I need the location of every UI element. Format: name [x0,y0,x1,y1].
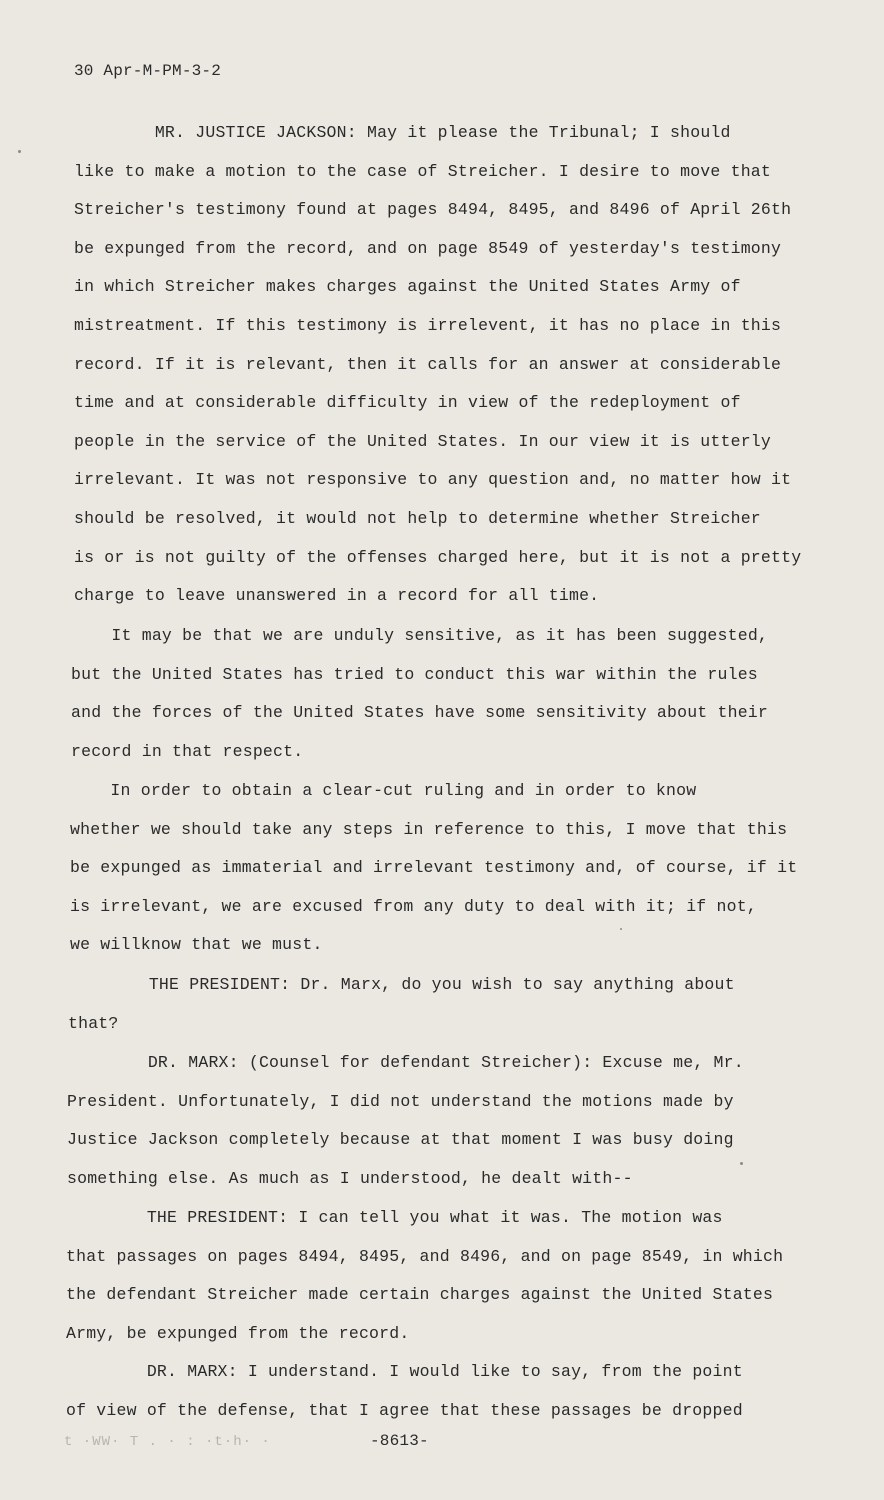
text-line: but the United States has tried to conduct this war within the rules [71,664,758,684]
page-number: -8613- [370,1432,429,1450]
paragraph-clear-cut-ruling [70,772,797,965]
paragraph-president-question [68,966,735,1043]
text-line: DR. MARX: I understand. I would like to say, from the point [66,1362,743,1381]
text-line: DR. MARX: (Counsel for defendant Streicher): Excuse me, Mr. [67,1053,744,1072]
text-line: MR. JUSTICE JACKSON: May it please the Tribunal; I should [74,123,731,142]
text-line: irrelevant. It was not responsive to any question and, no matter how it [74,470,792,490]
paper-speck [620,928,622,930]
paragraph-marx-reply [67,1044,744,1198]
paragraph-marx-agreement [66,1353,743,1430]
text-line: and the forces of the United States have some sensitivity about their [71,703,769,723]
text-line: In order to obtain a clear-cut ruling and in order to know [70,781,697,800]
faded-footer-text: t ·WW· T . · : ·t·h· · [64,1434,271,1450]
text-line: the defendant Streicher made certain charges against the United States [66,1285,774,1305]
paragraph-president-explanation [66,1199,783,1353]
text-line: Justice Jackson completely because at that moment I was busy doing [67,1130,734,1150]
text-line: President. Unfortunately, I did not understand the motions made by [67,1091,734,1111]
text-line: It may be that we are unduly sensitive, as it has been suggested, [71,626,769,645]
paragraph-sensitivity [71,617,768,771]
text-line: THE PRESIDENT: I can tell you what it was. The motion was [66,1208,723,1227]
text-line: is irrelevant, we are excused from any duty to deal with it; if not, [70,896,757,916]
text-line: in which Streicher makes charges against the United States Army of [74,277,741,297]
text-line: is or is not guilty of the offenses charged here, but it is not a pretty [74,547,802,567]
text-line: something else. As much as I understood, he dealt with-- [67,1168,633,1188]
text-line: of view of the defense, that I agree that these passages be dropped [66,1400,743,1420]
text-line: that? [68,1013,119,1033]
text-line: like to make a motion to the case of Streicher. I desire to move that [74,161,772,181]
text-line: be expunged from the record, and on page 8549 of yesterday's testimony [74,238,782,258]
text-line: people in the service of the United States. In our view it is utterly [74,431,772,451]
text-line: should be resolved, it would not help to determine whether Streicher [74,508,761,528]
text-line: record in that respect. [71,741,304,761]
paragraph-jackson-motion [74,114,801,616]
text-line: be expunged as immaterial and irrelevant testimony and, of course, if it [70,858,798,878]
text-line: Army, be expunged from the record. [66,1323,410,1343]
text-line: Streicher's testimony found at pages 8494, 8495, and 8496 of April 26th [74,200,792,220]
text-line: whether we should take any steps in reference to this, I move that this [70,819,788,839]
text-line: record. If it is relevant, then it calls for an answer at considerable [74,354,782,374]
text-line: that passages on pages 8494, 8495, and 8496, and on page 8549, in which [66,1246,784,1266]
paper-speck [740,1162,743,1165]
text-line: charge to leave unanswered in a record for all time. [74,586,600,606]
paper-speck [18,150,21,153]
document-reference: 30 Apr-M-PM-3-2 [74,62,222,80]
text-line: THE PRESIDENT: Dr. Marx, do you wish to say anything about [68,975,735,994]
text-line: mistreatment. If this testimony is irrelevent, it has no place in this [74,315,782,335]
text-line: we willknow that we must. [70,935,323,955]
text-line: time and at considerable difficulty in view of the redeployment of [74,393,741,413]
